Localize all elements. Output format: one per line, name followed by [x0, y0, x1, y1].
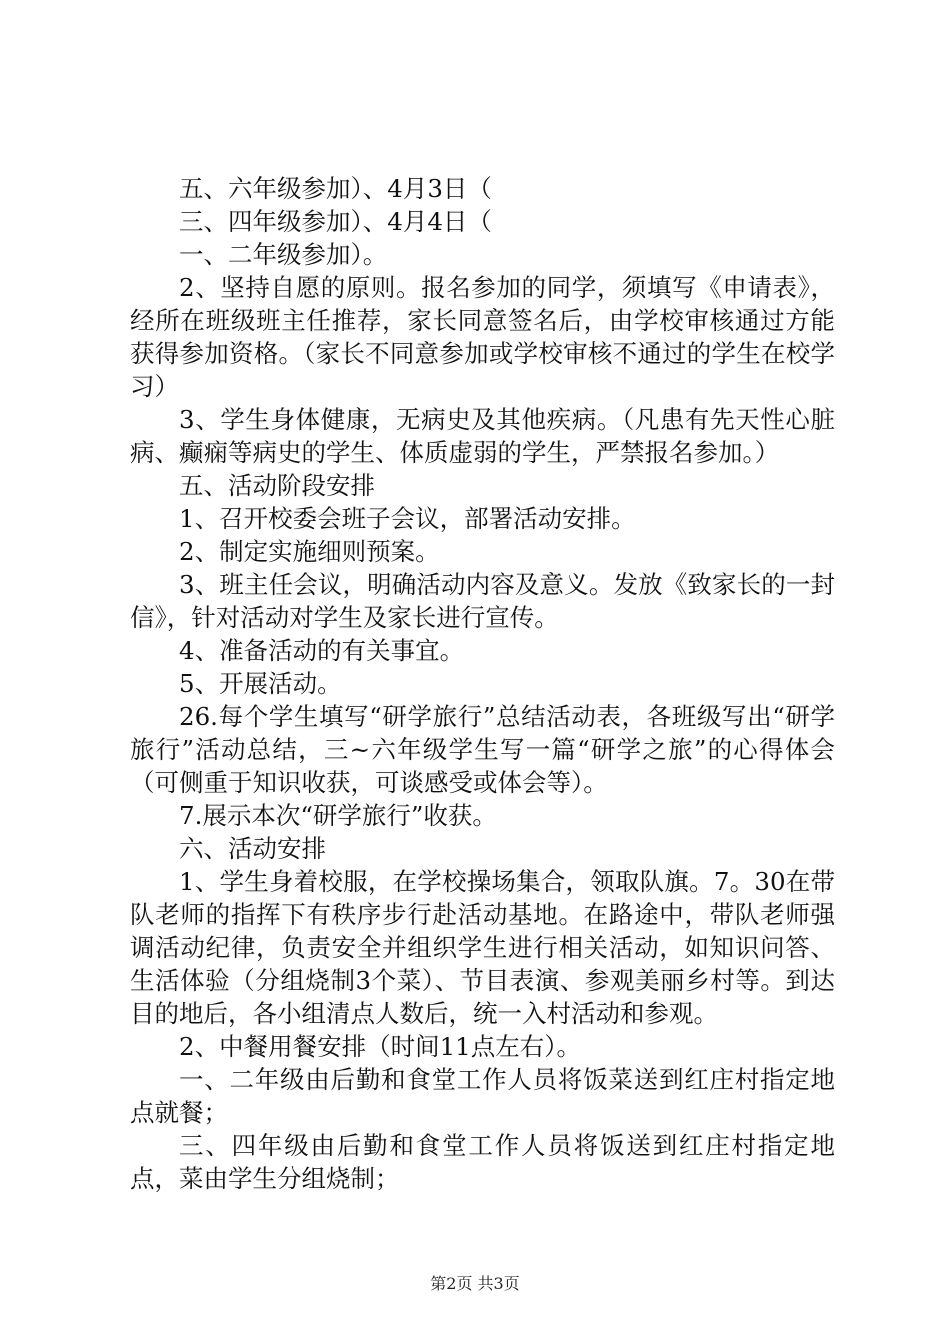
paragraph-8: 2、制定实施细则预案。 [179, 537, 440, 566]
paragraph-9: 3、班主任会议，明确活动内容及意义。发放《致家长的一封信》，针对活动对学生及家长进行宣传。 [130, 570, 835, 632]
paragraph-11: 5、开展活动。 [179, 669, 342, 698]
paragraph-2: 三、四年级参加）、4月4日（ [179, 207, 492, 236]
section-heading-6: 六、活动安排 [179, 834, 326, 863]
paragraph-12: 26.每个学生填写“研学旅行”总结活动表，各班级写出“研学旅行”活动总结，三~六年级学生写一篇“研学之旅”的心得体会（可侧重于知识收获，可谈感受或体会等）。 [130, 702, 835, 797]
paragraph-1: 五、六年级参加）、4月3日（ [179, 174, 492, 203]
document-body [130, 172, 835, 1195]
paragraph-5: 3、学生身体健康，无病史及其他疾病。（凡患有先天性心脏病、癫痫等病史的学生、体质虚弱的学生，严禁报名参加。） [130, 405, 835, 467]
paragraph-15: 1、学生身着校服，在学校操场集合，领取队旗。7。30在带队老师的指挥下有秩序步行赴活动基地。在路途中，带队老师强调活动纪律，负责安全并组织学生进行相关活动，如知识问答、生活体验（分组烧制3个菜）、节目表演、参观美丽乡村等。到达目的地后，各小组清点人数后，统一入村活动和参观。 [130, 867, 835, 1028]
paragraph-18: 三、四年级由后勤和食堂工作人员将饭送到红庄村指定地点，菜由学生分组烧制； [130, 1131, 835, 1193]
page-number-footer: 第2页 共3页 [430, 1274, 520, 1293]
paragraph-16: 2、中餐用餐安排（时间11点左右）。 [179, 1032, 582, 1061]
paragraph-17: 一、二年级由后勤和食堂工作人员将饭菜送到红庄村指定地点就餐； [130, 1065, 835, 1127]
section-heading-5: 五、活动阶段安排 [179, 471, 375, 500]
paragraph-13: 7.展示本次“研学旅行”收获。 [179, 801, 497, 830]
paragraph-10: 4、准备活动的有关事宜。 [179, 636, 465, 665]
paragraph-7: 1、召开校委会班子会议，部署活动安排。 [179, 504, 636, 533]
paragraph-3: 一、二年级参加）。 [179, 240, 388, 269]
paragraph-4: 2、坚持自愿的原则。报名参加的同学，须填写《申请表》，经所在班级班主任推荐，家长同意签名后，由学校审核通过方能获得参加资格。（家长不同意参加或学校审核不通过的学生在校学习） [130, 273, 835, 401]
